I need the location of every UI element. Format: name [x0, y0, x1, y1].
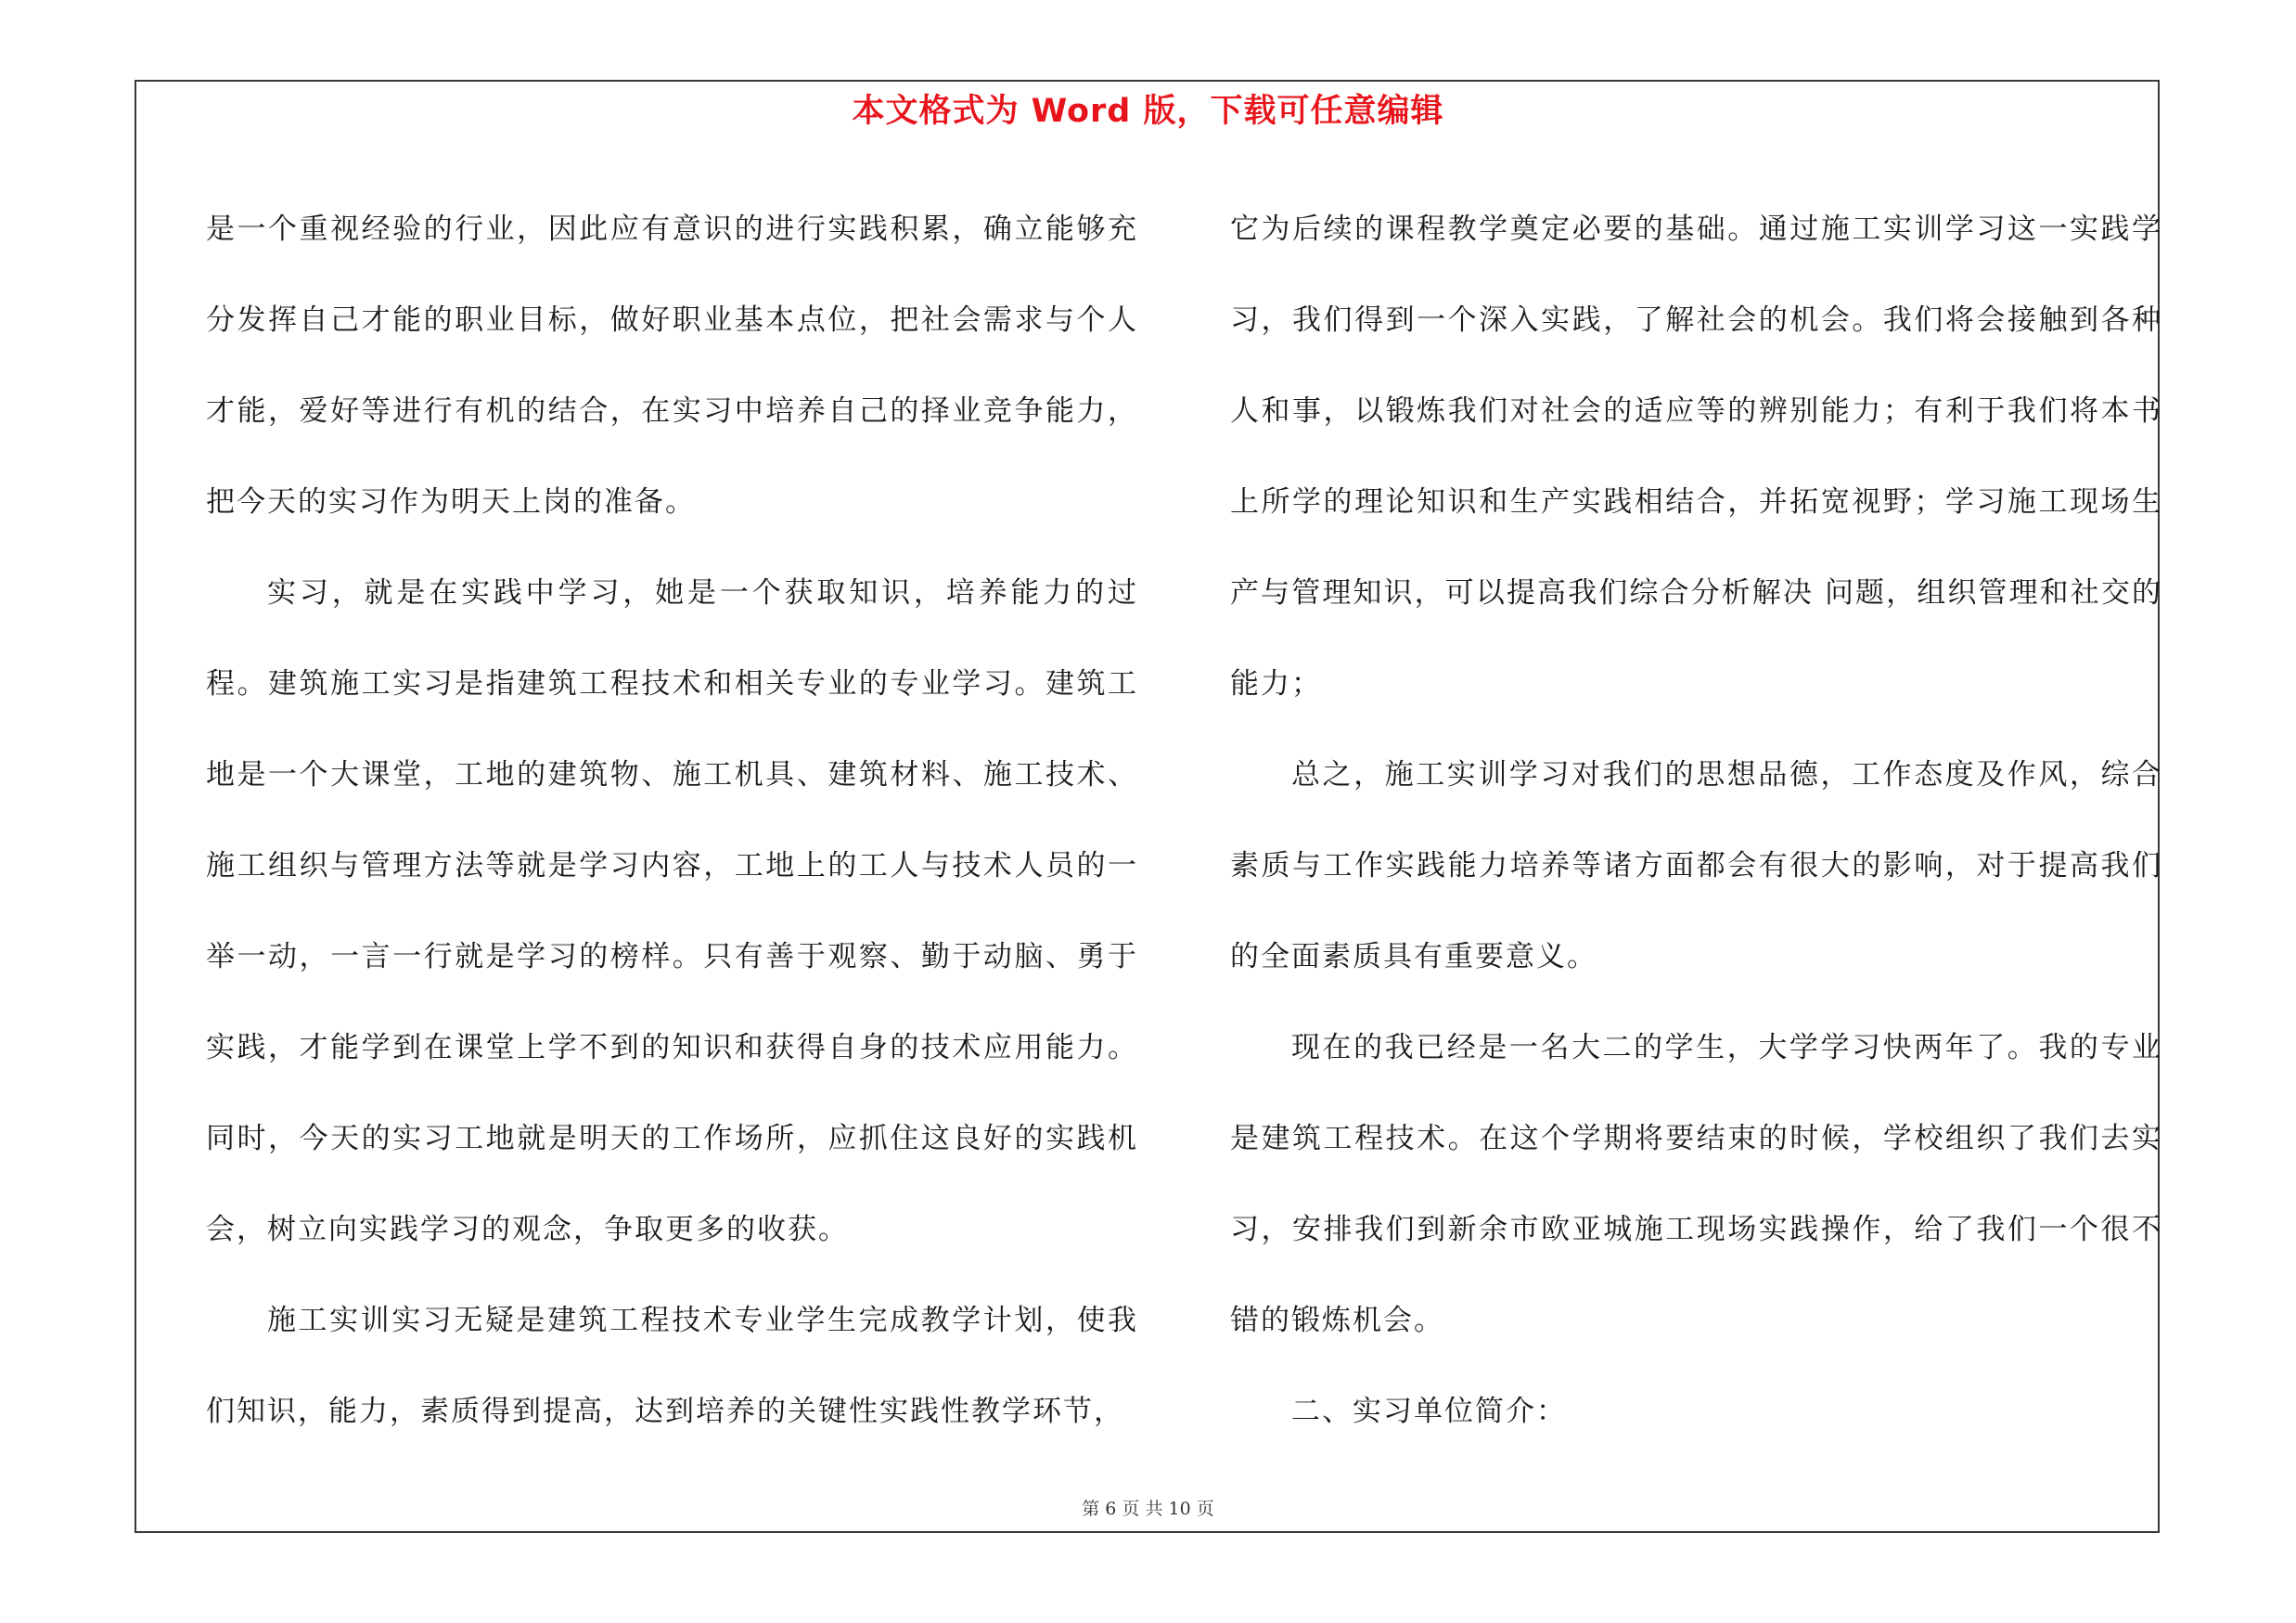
- right-paragraph-1: 它为后续的课程教学奠定必要的基础。通过施工实训学习这一实践学习，我们得到一个深入实践，了解社会的机会。我们将会接触到各种人和事，以锻炼我们对社会的适应等的辨别能力；有利于我们将本书上所学的理论知识和生产实践相结合，并拓宽视野；学习施工现场生产与管理知识，可以提高我们综合分析解决 问题，组织管理和社交的能力；: [1230, 213, 2162, 701]
- right-paragraph-3: 现在的我已经是一名大二的学生，大学学习快两年了。我的专业是建筑工程技术。在这个学期将要结束的时候，学校组织了我们去实习，安排我们到新余市欧亚城施工现场实践操作，给了我们一个很不错的锻炼机会。: [1230, 1031, 2162, 1337]
- section-heading: 二、实习单位简介：: [1291, 1395, 1567, 1428]
- left-paragraph-3: 施工实训实习无疑是建筑工程技术专业学生完成教学计划，使我们知识，能力，素质得到提高，达到培养的关键性实践性教学环节，: [206, 1304, 1138, 1428]
- page-number-footer: 第 6 页 共 10 页: [1082, 1499, 1214, 1519]
- right-paragraph-2: 总之，施工实训学习对我们的思想品德，工作态度及作风，综合素质与工作实践能力培养等诸方面都会有很大的影响，对于提高我们的全面素质具有重要意义。: [1230, 758, 2162, 973]
- word-format-banner: 本文格式为 Word 版，下载可任意编辑: [852, 93, 1444, 130]
- right-text-column: [1230, 184, 2162, 1457]
- left-paragraph-1: 是一个重视经验的行业，因此应有意识的进行实践积累，确立能够充分发挥自己才能的职业目标，做好职业基本点位，把社会需求与个人才能，爱好等进行有机的结合，在实习中培养自己的择业竞争能力，把今天的实习作为明天上岗的准备。: [206, 213, 1138, 519]
- left-text-column: [206, 184, 1138, 1457]
- left-paragraph-2: 实习，就是在实践中学习，她是一个获取知识，培养能力的过程。建筑施工实习是指建筑工程技术和相关专业的专业学习。建筑工地是一个大课堂，工地的建筑物、施工机具、建筑材料、施工技术、施工组织与管理方法等就是学习内容，工地上的工人与技术人员的一举一动，一言一行就是学习的榜样。只有善于观察、勤于动脑、勇于实践，才能学到在课堂上学不到的知识和获得自身的技术应用能力。同时，今天的实习工地就是明天的工作场所，应抓住这良好的实践机会，树立向实践学习的观念，争取更多的收获。: [206, 576, 1138, 1246]
